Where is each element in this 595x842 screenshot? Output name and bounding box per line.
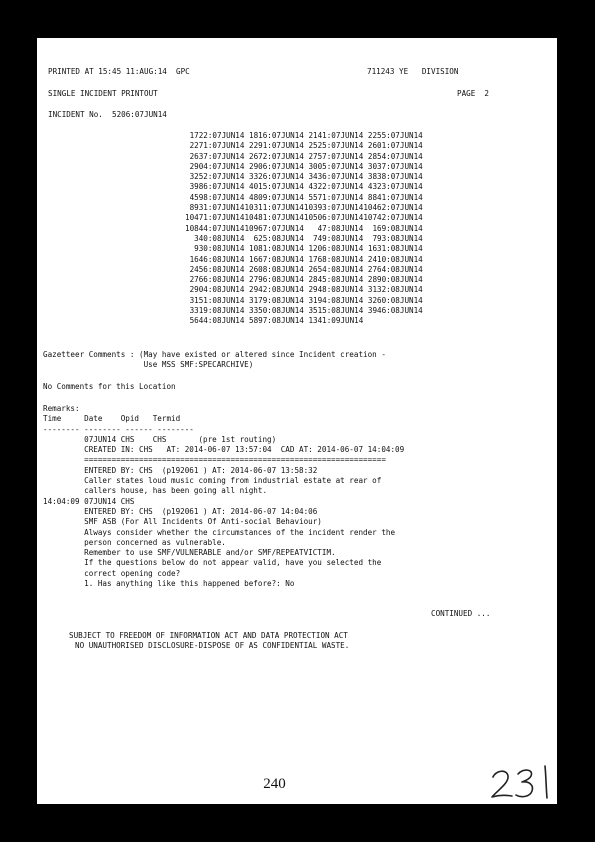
incident-ref-row (185, 224, 423, 234)
incident-ref-cell: 4015:07JUN14 (249, 182, 304, 192)
no-comments-note: No Comments for this Location (43, 382, 176, 391)
incident-ref-row (185, 193, 423, 203)
incident-ref-cell: 2637:07JUN14 (189, 151, 245, 161)
incident-ref-cell: 793:08JUN14 (372, 233, 423, 243)
gazetteer-comments (43, 350, 386, 371)
incident-ref-cell: 2271:07JUN14 (189, 141, 245, 151)
incident-ref-row (185, 152, 423, 162)
remark-always-1: Always consider whether the circumstances of the incident render the (43, 527, 396, 537)
incident-ref-cell: 2757:07JUN14 (308, 151, 364, 161)
incident-ref-cell: 8931:07JUN14 (189, 203, 245, 213)
incident-ref-row (185, 265, 423, 275)
incident-ref-cell: 10481:07JUN14 (244, 213, 304, 223)
incident-ref-row (185, 255, 423, 265)
incident-ref-row (185, 172, 423, 182)
incident-ref-cell: 4598:07JUN14 (189, 192, 245, 202)
document-page (37, 38, 557, 804)
incident-ref-cell: 625:08JUN14 (253, 233, 304, 243)
incident-ref-row (185, 296, 423, 306)
remark-separator: ================================================================== (43, 455, 386, 465)
incident-ref-cell: 3436:07JUN14 (308, 172, 364, 182)
incident-ref-cell: 47:08JUN14 (317, 223, 364, 233)
incident-ref-cell: 1768:08JUN14 (308, 254, 364, 264)
incident-ref-cell: 3151:08JUN14 (189, 295, 245, 305)
remark-smf: SMF ASB (For All Incidents Of Anti-social Behaviour) (43, 517, 322, 527)
incident-ref-cell: 2601:07JUN14 (367, 141, 423, 151)
incident-ref-cell: 930:08JUN14 (194, 244, 245, 254)
foi-notice-2: NO UNAUTHORISED DISCLOSURE-DISPOSE OF AS CONFIDENTIAL WASTE. (75, 641, 350, 650)
incident-ref-row (185, 275, 423, 285)
incident-ref-cell: 169:08JUN14 (372, 223, 423, 233)
remarks-dashes: -------- -------- ------ -------- (43, 424, 194, 434)
incident-ref-cell: 8841:07JUN14 (367, 192, 423, 202)
incident-ref-row (185, 234, 423, 244)
incident-ref-row (185, 306, 423, 316)
incident-ref-cell (363, 316, 422, 326)
incident-ref-row (185, 162, 423, 172)
incident-ref-cell: 2410:08JUN14 (367, 254, 423, 264)
incident-ref-cell: 10311:07JUN14 (244, 203, 304, 213)
incident-ref-cell: 1631:08JUN14 (367, 244, 423, 254)
incident-ref-row (185, 285, 423, 295)
remark-question-1: 1. Has anything like this happened before?: No (43, 579, 295, 589)
incident-ref-row (185, 244, 423, 254)
incident-ref-cell: 2906:07JUN14 (249, 161, 304, 171)
incident-ref-cell: 10393:07JUN14 (303, 203, 364, 213)
incident-ref-cell: 5897:08JUN14 (249, 316, 304, 326)
incident-ref-cell: 10471:07JUN14 (185, 213, 245, 223)
incident-ref-cell: 4809:07JUN14 (249, 192, 304, 202)
incident-ref-cell: 3132:08JUN14 (367, 285, 423, 295)
incident-ref-cell: 2904:08JUN14 (189, 285, 245, 295)
incident-ref-cell: 1667:08JUN14 (249, 254, 304, 264)
incident-ref-cell: 2141:07JUN14 (308, 131, 364, 140)
incident-ref-cell: 749:08JUN14 (313, 233, 364, 243)
incident-ref-cell: 2654:08JUN14 (308, 264, 364, 274)
incident-ref-cell: 4322:07JUN14 (308, 182, 364, 192)
incident-ref-row (185, 316, 423, 326)
incident-ref-cell: 1646:08JUN14 (189, 254, 245, 264)
incident-ref-cell: 10462:07JUN14 (363, 203, 423, 213)
incident-reference-table (185, 131, 423, 327)
incident-ref-cell: 3179:08JUN14 (249, 295, 304, 305)
incident-ref-cell: 2942:08JUN14 (249, 285, 304, 295)
continued-marker: CONTINUED ... (431, 609, 491, 618)
remarks-label: Remarks: (43, 404, 80, 413)
incident-ref-cell: 3350:08JUN14 (249, 306, 304, 316)
incident-ref-row (185, 203, 423, 213)
remark-entered-2: ENTERED BY: CHS (p192061 ) AT: 2014-06-07 14:04:06 (43, 506, 318, 516)
incident-ref-cell: 2291:07JUN14 (249, 141, 304, 151)
remark-routing: 07JUN14 CHS CHS (pre 1st routing) (43, 434, 277, 444)
incident-ref-cell: 2845:08JUN14 (308, 275, 364, 285)
incident-ref-cell: 1722:07JUN14 (189, 131, 245, 140)
remark-if-2: correct opening code? (43, 568, 181, 578)
incident-ref-cell: 3986:07JUN14 (189, 182, 245, 192)
incident-ref-cell: 2764:08JUN14 (367, 264, 423, 274)
incident-ref-cell: 2904:07JUN14 (189, 161, 245, 171)
incident-ref-cell: 3319:08JUN14 (189, 306, 245, 316)
incident-ref-cell: 4323:07JUN14 (367, 182, 423, 192)
incident-ref-row (185, 182, 423, 192)
incident-ref-row (185, 141, 423, 151)
remark-always-2: person concerned as vulnerable. (43, 537, 226, 547)
incident-ref-cell: 10844:07JUN14 (185, 223, 245, 233)
remarks-section (43, 404, 404, 589)
handwritten-page-number (489, 762, 561, 804)
incident-ref-cell: 2796:08JUN14 (249, 275, 304, 285)
remark-created: CREATED IN: CHS AT: 2014-06-07 13:57:04 CAD AT: 2014-06-07 14:04:09 (43, 445, 405, 455)
incident-ref-cell: 3194:08JUN14 (308, 295, 364, 305)
incident-ref-cell: 3515:08JUN14 (308, 306, 364, 316)
incident-ref-cell: 1206:08JUN14 (308, 244, 364, 254)
incident-ref-cell: 2766:08JUN14 (189, 275, 245, 285)
page-indicator: PAGE 2 (457, 89, 490, 98)
remark-entered-1: ENTERED BY: CHS (p192061 ) AT: 2014-06-07 13:58:32 (43, 465, 318, 475)
incident-ref-cell: 3326:07JUN14 (249, 172, 304, 182)
remark-if-1: If the questions below do not appear valid, have you selected the (43, 558, 382, 568)
incident-ref-cell: 1341:09JUN14 (308, 316, 364, 326)
incident-ref-cell: 2854:07JUN14 (367, 151, 423, 161)
incident-ref-row (185, 213, 423, 223)
incident-number: INCIDENT No. 5206:07JUN14 (48, 110, 167, 119)
incident-ref-cell: 2525:07JUN14 (308, 141, 364, 151)
gazetteer-line-2: Use MSS SMF:SPECARCHIVE) (43, 360, 254, 370)
incident-ref-cell: 1081:08JUN14 (249, 244, 304, 254)
incident-ref-cell: 2608:08JUN14 (249, 264, 304, 274)
incident-ref-cell: 3838:07JUN14 (367, 172, 423, 182)
incident-ref-cell: 3037:07JUN14 (367, 161, 423, 171)
printed-at: PRINTED AT 15:45 11:AUG:14 GPC (48, 67, 190, 76)
incident-ref-cell: 2255:07JUN14 (367, 131, 423, 140)
incident-ref-cell: 10742:07JUN14 (363, 213, 423, 223)
division-code: 711243 YE DIVISION (367, 67, 459, 76)
incident-ref-cell: 10506:07JUN14 (303, 213, 364, 223)
foi-notice-1: SUBJECT TO FREEDOM OF INFORMATION ACT AND DATA PROTECTION ACT (69, 631, 348, 640)
incident-ref-cell: 3946:08JUN14 (367, 306, 423, 316)
remark-remember: Remember to use SMF/VULNERABLE and/or SMF/REPEATVICTIM. (43, 548, 336, 558)
remarks-header: Time Date Opid Termid (43, 414, 181, 424)
incident-ref-cell: 3260:08JUN14 (367, 295, 423, 305)
page-number: 240 (263, 776, 286, 792)
incident-ref-cell: 3005:07JUN14 (308, 161, 364, 171)
incident-ref-cell: 2672:07JUN14 (249, 151, 304, 161)
gazetteer-line-1: Gazetteer Comments : (May have existed or altered since Incident creation - (43, 350, 386, 359)
incident-ref-cell: 5644:08JUN14 (189, 316, 245, 326)
incident-ref-cell: 5571:07JUN14 (308, 192, 364, 202)
incident-ref-cell: 10967:07JUN14 (244, 223, 304, 233)
incident-ref-cell: 2456:08JUN14 (189, 264, 245, 274)
incident-ref-cell: 2890:08JUN14 (367, 275, 423, 285)
incident-ref-cell: 2948:08JUN14 (308, 285, 364, 295)
incident-ref-cell: 3252:07JUN14 (189, 172, 245, 182)
printout-title: SINGLE INCIDENT PRINTOUT (48, 89, 158, 98)
remark-caller-2: callers house, has been going all night. (43, 486, 268, 496)
remark-caller-1: Caller states loud music coming from industrial estate at rear of (43, 476, 382, 486)
incident-ref-cell: 340:08JUN14 (194, 233, 245, 243)
incident-ref-cell: 1816:07JUN14 (249, 131, 304, 140)
incident-ref-row (185, 131, 423, 141)
remark-time-2: 14:04:09 07JUN14 CHS (43, 496, 135, 506)
